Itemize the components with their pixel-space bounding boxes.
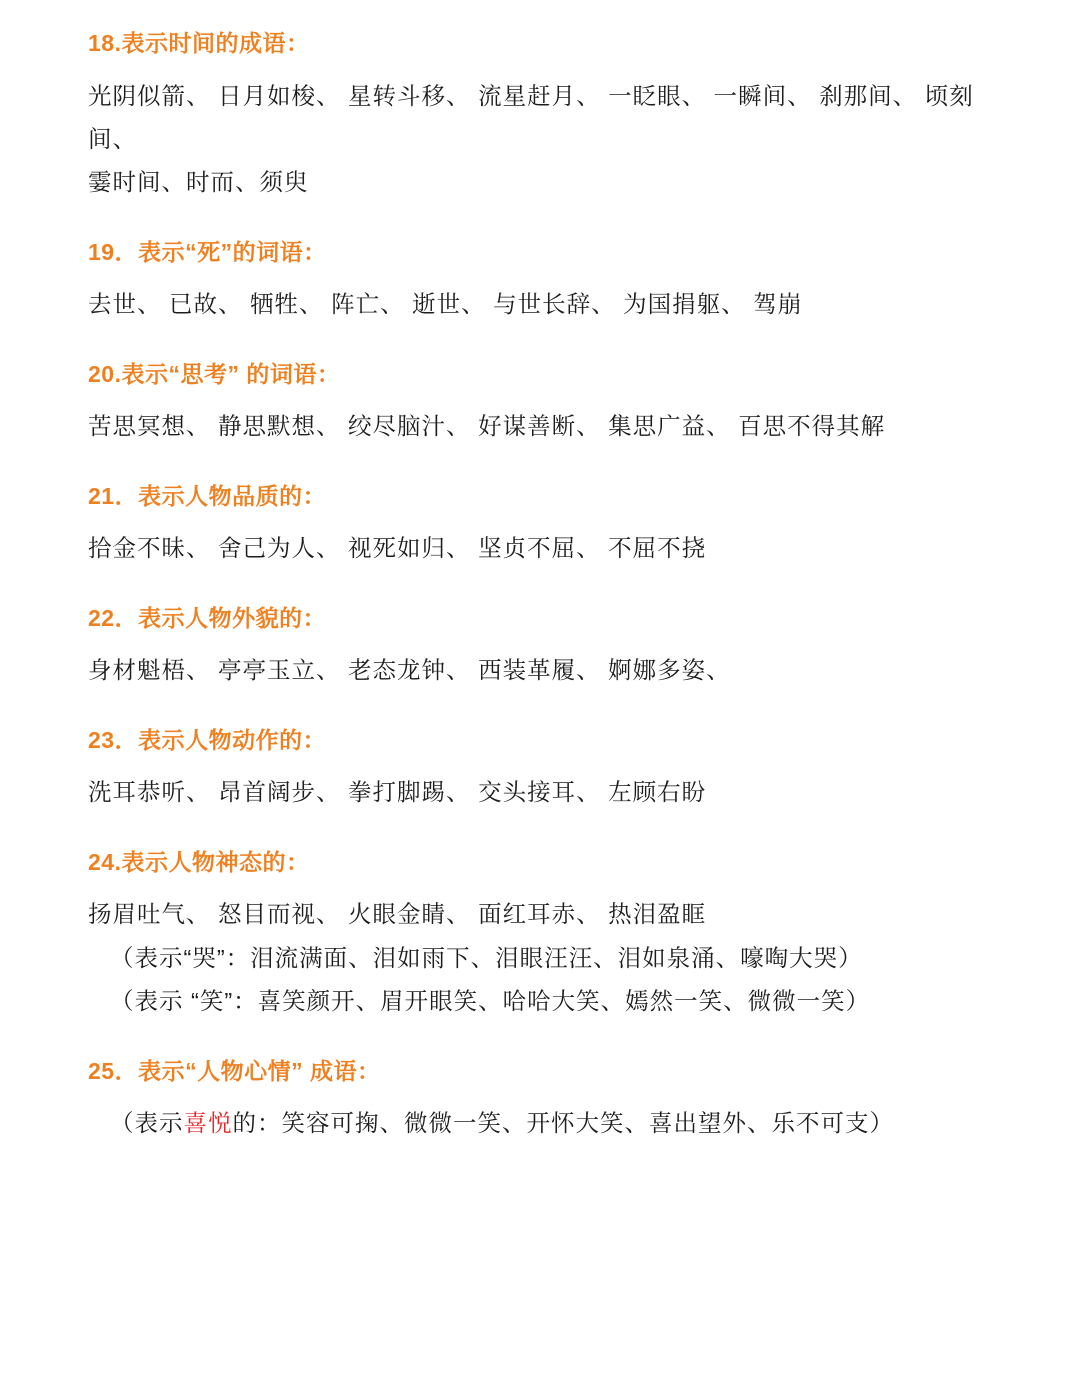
- section-heading-24: 24.表示人物神态的：: [88, 848, 310, 875]
- section-18: [88, 26, 1019, 205]
- section-24: [88, 845, 1019, 1024]
- section-heading-23: 23．表示人物动作的：: [88, 726, 327, 753]
- section-23: [88, 723, 1019, 815]
- section-body-24: [88, 893, 1008, 1023]
- section-21: [88, 479, 1019, 571]
- section-body-23: [88, 771, 1008, 814]
- section-heading-18: 18.表示时间的成语：: [88, 30, 310, 56]
- section-21-line-1: 拾金不昧、 舍己为人、 视死如归、 坚贞不屈、 不屈不挠: [88, 535, 707, 562]
- section-24-line-1: 扬眉吐气、 怒目而视、 火眼金睛、 面红耳赤、 热泪盈眶: [88, 901, 707, 928]
- section-19: [88, 235, 1019, 327]
- section-heading-20: 20.表示“思考” 的词语：: [88, 360, 341, 387]
- section-20-line-1: 苦思冥想、 静思默想、 绞尽脑汁、 好谋善断、 集思广益、 百思不得其解: [88, 413, 886, 440]
- section-25-line-1: [88, 1102, 1008, 1145]
- section-23-line-1: 洗耳恭听、 昂首阔步、 拳打脚踢、 交头接耳、 左顾右盼: [88, 779, 707, 806]
- section-22: [88, 601, 1019, 693]
- section-25-prefix: （表示: [110, 1110, 184, 1137]
- section-18-line-2: 霎时间、时而、须臾: [88, 169, 309, 196]
- section-18-line-1: 光阴似箭、 日月如梭、 星转斗移、 流星赶月、 一眨眼、 一瞬间、 刹那间、 顷刻间、: [88, 82, 974, 152]
- section-20: [88, 357, 1019, 449]
- section-body-25: [88, 1102, 1008, 1145]
- section-24-line-2: （表示“哭”：泪流满面、泪如雨下、泪眼汪汪、泪如泉涌、嚎啕大哭）: [110, 944, 863, 971]
- section-body-20: [88, 405, 1008, 448]
- section-25-suffix: 的：笑容可掬、微微一笑、开怀大笑、喜出望外、乐不可支）: [232, 1110, 894, 1137]
- section-body-22: [88, 649, 1008, 692]
- section-22-line-1: 身材魁梧、 亭亭玉立、 老态龙钟、 西装革履、 婀娜多姿、: [88, 657, 731, 684]
- section-heading-21: 21．表示人物品质的：: [88, 482, 327, 509]
- section-19-line-1: 去世、 已故、 牺牲、 阵亡、 逝世、 与世长辞、 为国捐躯、 驾崩: [88, 291, 803, 318]
- section-24-line-3: （表示 “笑”：喜笑颜开、眉开眼笑、哈哈大笑、嫣然一笑、微微一笑）: [110, 988, 871, 1015]
- section-body-21: [88, 527, 1008, 570]
- section-heading-19: 19．表示“死”的词语：: [88, 238, 327, 265]
- section-25: [88, 1054, 1019, 1146]
- section-heading-22: 22．表示人物外貌的：: [88, 604, 327, 631]
- section-body-19: [88, 283, 1008, 326]
- section-25-highlight: 喜悦: [183, 1110, 233, 1137]
- section-body-18: [88, 75, 1008, 205]
- section-heading-25: 25．表示“人物心情” 成语：: [88, 1057, 381, 1084]
